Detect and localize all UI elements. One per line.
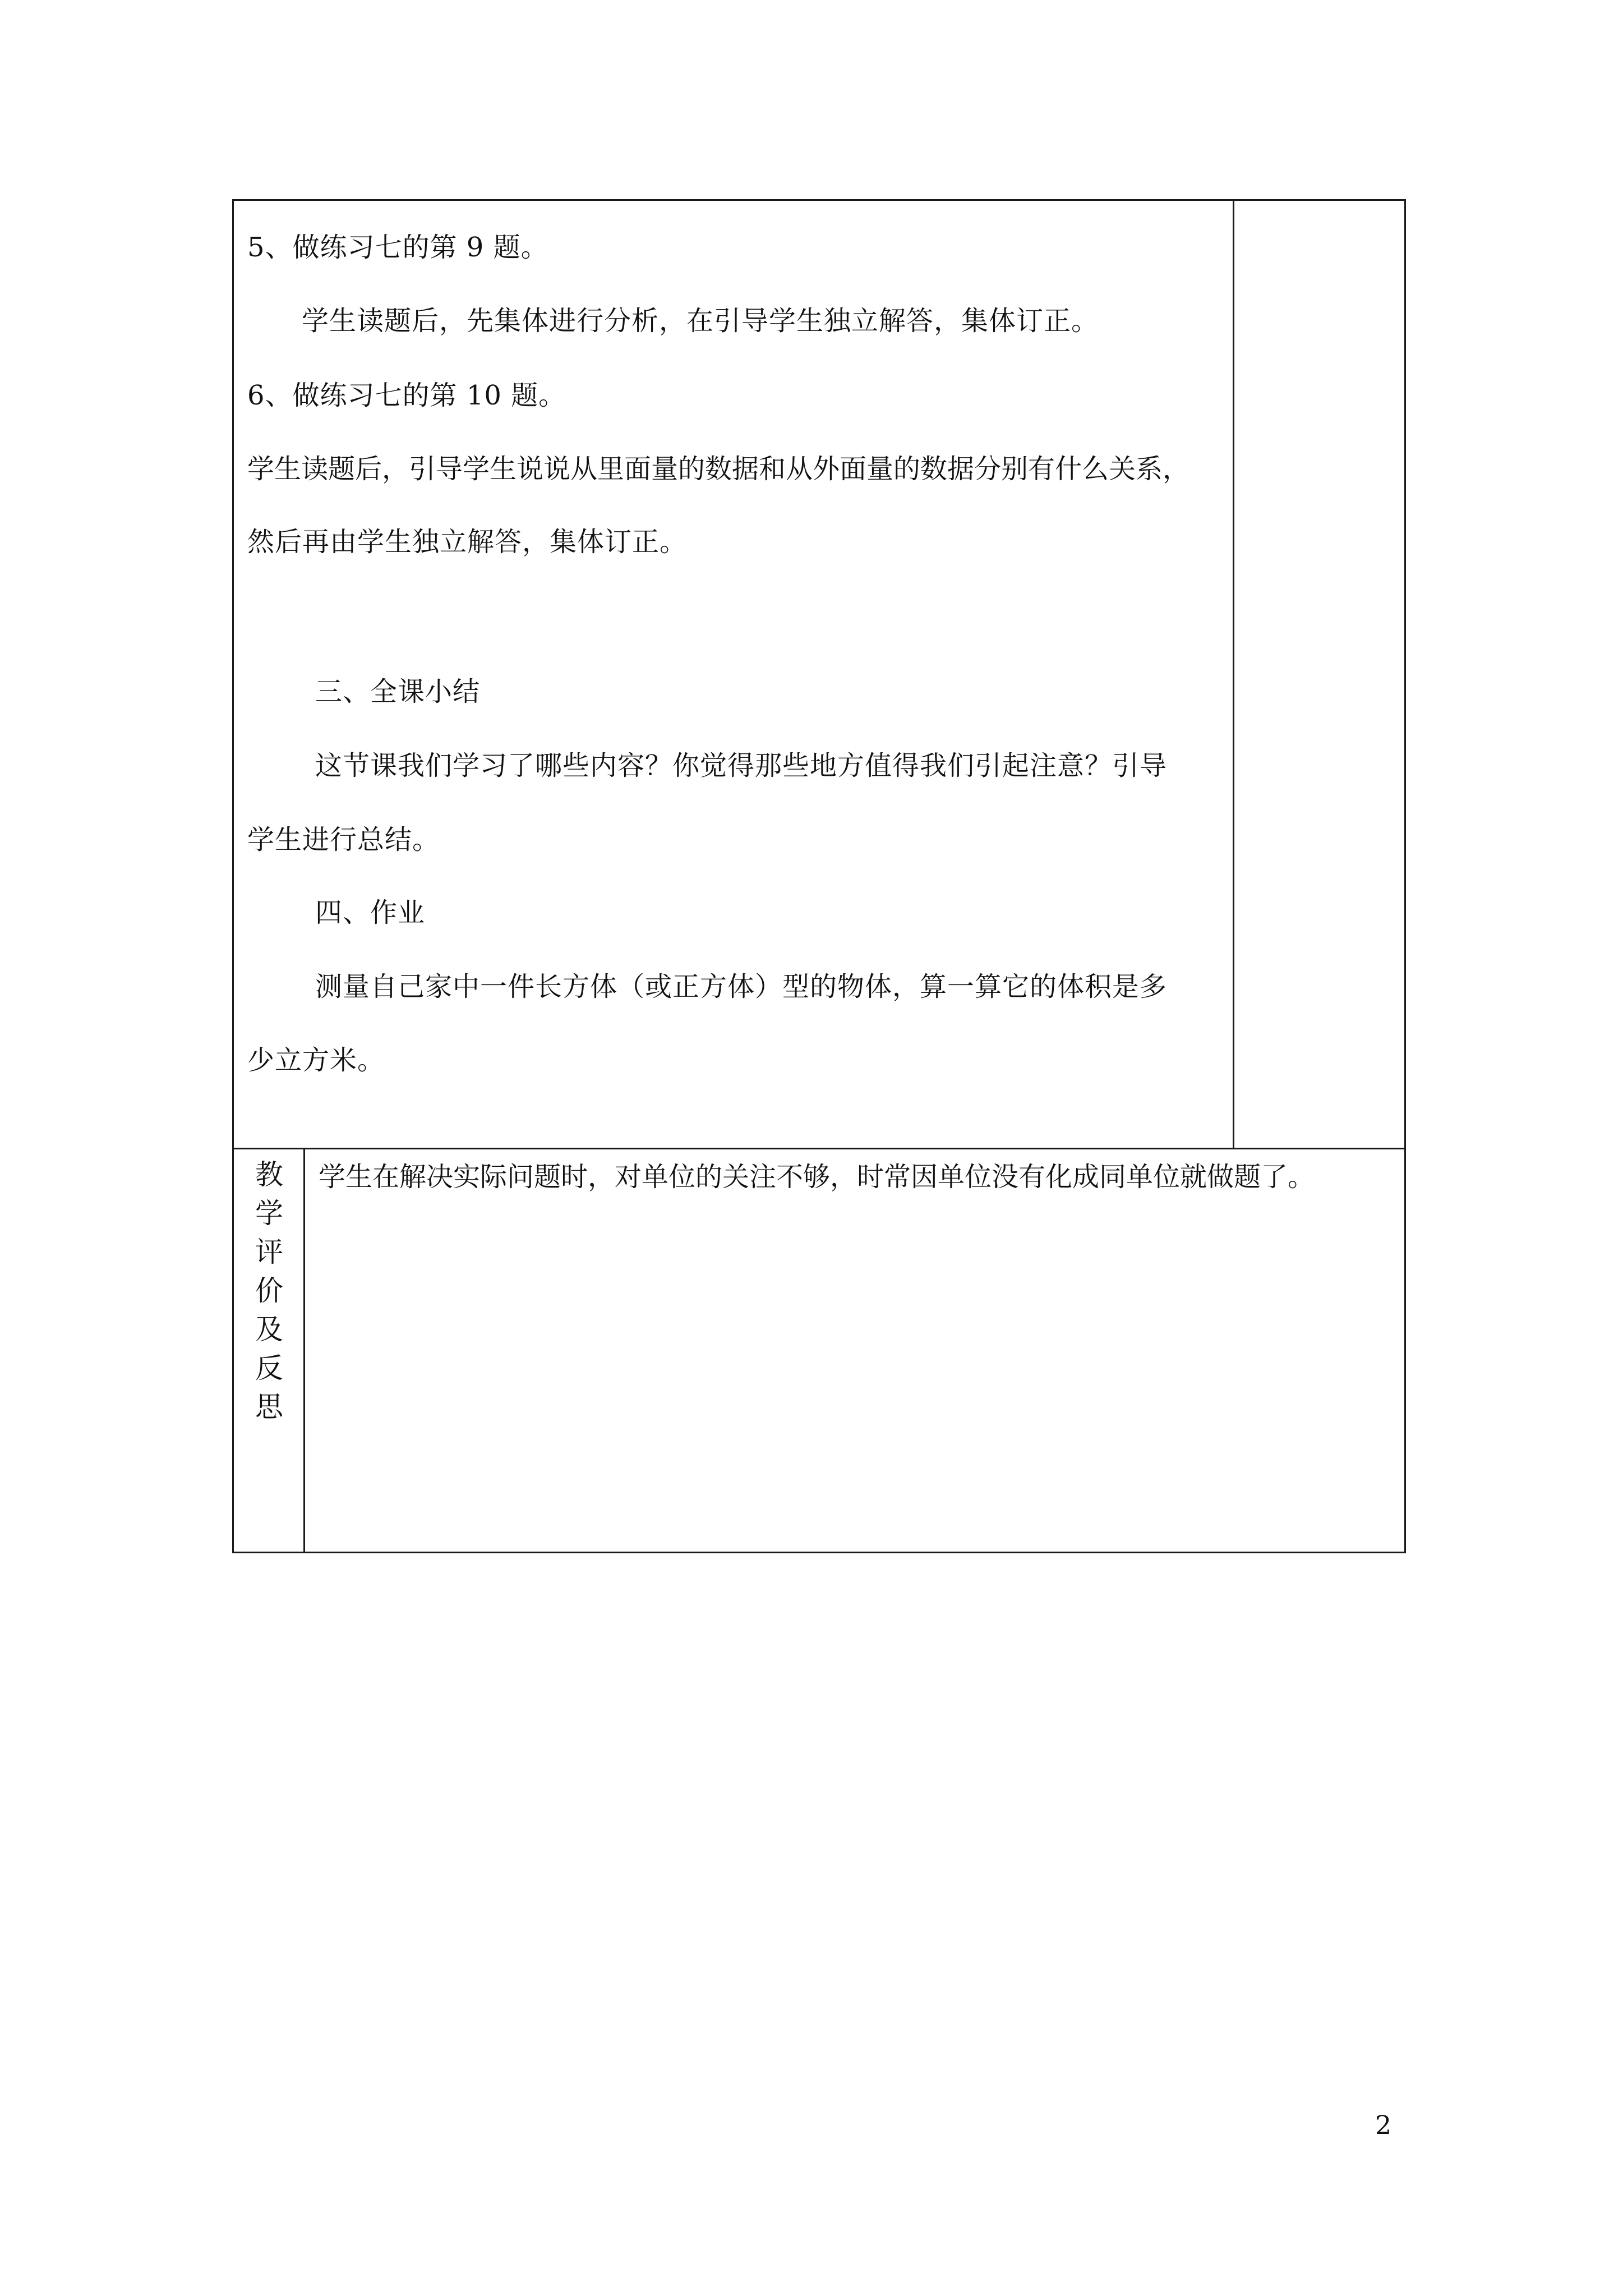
homework-text-line-2: 少立方米。 <box>247 1045 385 1076</box>
label-char: 反 <box>255 1352 283 1384</box>
section-summary-heading: 三、全课小结 <box>315 676 481 707</box>
label-char: 思 <box>255 1391 283 1423</box>
label-char: 教 <box>255 1158 283 1191</box>
reflection-label <box>247 1156 292 1427</box>
lesson-content-cell <box>232 199 1406 1149</box>
page-number: 2 <box>1375 2110 1392 2140</box>
section-homework-heading: 四、作业 <box>315 897 426 928</box>
exercise-6-instructions-line-2: 然后再由学生独立解答，集体订正。 <box>247 526 688 558</box>
label-char: 及 <box>255 1313 283 1346</box>
homework-text-line-1: 测量自己家中一件长方体（或正方体）型的物体，算一算它的体积是多 <box>315 971 1168 1002</box>
exercise-6-heading: 6、做练习七的第 10 题。 <box>247 380 566 411</box>
reflection-label-divider <box>303 1148 305 1553</box>
notes-column-divider <box>1233 199 1234 1149</box>
summary-text-line-2: 学生进行总结。 <box>247 824 440 855</box>
label-char: 评 <box>255 1236 283 1268</box>
label-char: 价 <box>255 1274 283 1307</box>
exercise-5-instructions: 学生读题后，先集体进行分析，在引导学生独立解答，集体订正。 <box>302 305 1099 337</box>
reflection-text: 学生在解决实际问题时，对单位的关注不够，时常因单位没有化成同单位就做题了。 <box>319 1161 1315 1193</box>
exercise-5-heading: 5、做练习七的第 9 题。 <box>247 232 548 263</box>
summary-text-line-1: 这节课我们学习了哪些内容？你觉得那些地方值得我们引起注意？引导 <box>315 750 1168 781</box>
label-char: 学 <box>255 1197 283 1230</box>
reflection-row <box>232 1148 1406 1553</box>
exercise-6-instructions-line-1: 学生读题后，引导学生说说从里面量的数据和从外面量的数据分别有什么关系， <box>247 453 1190 485</box>
